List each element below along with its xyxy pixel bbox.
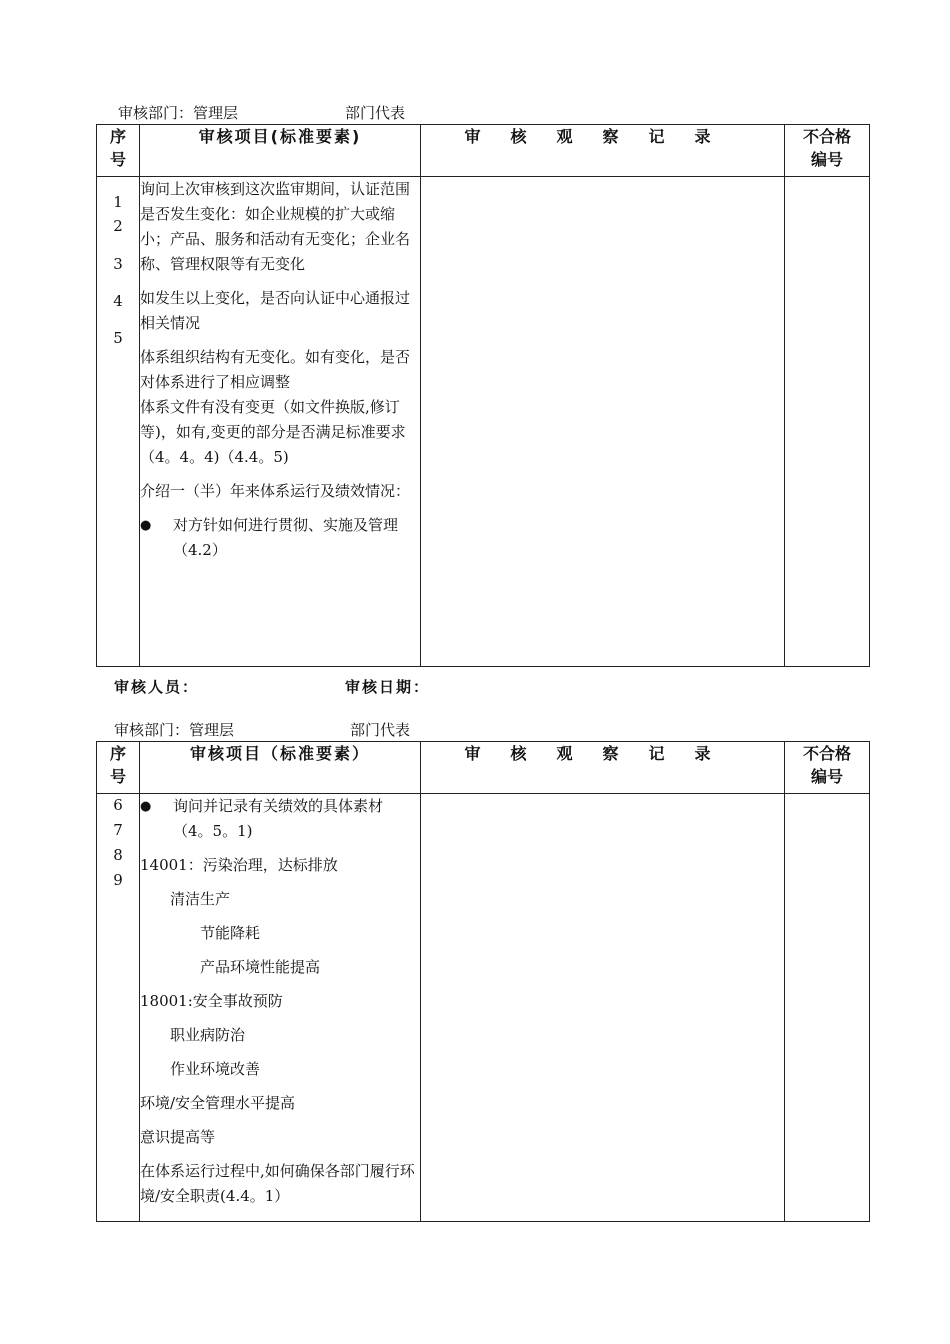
audit-item-bullet bbox=[140, 513, 420, 563]
observation-column-header: 审核观察记录 bbox=[421, 125, 785, 177]
seq-number: 2 bbox=[113, 217, 123, 235]
nonconformity-column-header: 不合格 编号 bbox=[785, 742, 870, 794]
sheet2-rep-label: 部门代表 bbox=[350, 721, 411, 739]
sheet1-dept-label: 审核部门：管理层 bbox=[118, 104, 239, 122]
sheet2-audit-table bbox=[96, 741, 870, 1222]
seq-number: 3 bbox=[113, 255, 123, 273]
sheet2-header-row bbox=[97, 742, 870, 794]
sheet2-observation-cell[interactable] bbox=[421, 794, 785, 1222]
seq-number: 6 bbox=[113, 796, 123, 814]
audit-item: 14001：污染治理，达标排放 bbox=[140, 856, 338, 874]
bullet-dot-icon: ● bbox=[140, 799, 152, 814]
nonconformity-column-header: 不合格 编号 bbox=[785, 125, 870, 177]
seq-number: 4 bbox=[113, 292, 123, 310]
audit-item: 产品环境性能提高 bbox=[200, 958, 321, 976]
sheet1-audit-table bbox=[96, 124, 870, 667]
sheet2-content-row bbox=[97, 794, 870, 1222]
sheet1-header-row bbox=[97, 125, 870, 177]
sheet2-nonconformity-cell[interactable] bbox=[785, 794, 870, 1222]
observation-column-header: 审核观察记录 bbox=[421, 742, 785, 794]
audit-item: 在体系运行过程中,如何确保各部门履行环境/安全职责(4.4。1） bbox=[140, 1162, 415, 1205]
sheet1-observation-cell[interactable] bbox=[421, 177, 785, 667]
seq-number: 8 bbox=[113, 846, 123, 864]
audit-item: 职业病防治 bbox=[170, 1026, 246, 1044]
audit-item: 环境/安全管理水平提高 bbox=[140, 1094, 296, 1112]
sheet1-content-row bbox=[97, 177, 870, 667]
seq-number: 5 bbox=[113, 329, 123, 347]
sheet2-items-cell bbox=[140, 794, 421, 1222]
seq-column-header: 序 号 bbox=[97, 742, 140, 794]
audit-item: 节能降耗 bbox=[200, 924, 261, 942]
audit-item: 意识提高等 bbox=[140, 1128, 216, 1146]
sheet1-items-cell bbox=[140, 177, 421, 667]
audit-item: 体系组织结构有无变化。如有变化，是否对体系进行了相应调整 bbox=[140, 348, 411, 391]
item-column-header: 审核项目(标准要素) bbox=[140, 125, 421, 177]
sheet1-seq-cell bbox=[97, 177, 140, 667]
audit-item: 询问上次审核到这次监审期间，认证范围是否发生变化：如企业规模的扩大或缩小；产品、服务和活动有无变化；企业名称、管理权限等有无变化 bbox=[140, 180, 411, 273]
audit-item: 介绍一（半）年来体系运行及绩效情况： bbox=[140, 482, 411, 500]
audit-item: 作业环境改善 bbox=[170, 1060, 261, 1078]
seq-number: 7 bbox=[113, 821, 123, 839]
audit-item: 如发生以上变化，是否向认证中心通报过相关情况 bbox=[140, 289, 411, 332]
bullet-dot-icon: ● bbox=[140, 518, 152, 533]
sheet1-nonconformity-cell[interactable] bbox=[785, 177, 870, 667]
audit-item-bullet bbox=[140, 794, 420, 844]
item-column-header: 审核项目（标准要素） bbox=[140, 742, 421, 794]
audit-item: 清洁生产 bbox=[170, 890, 231, 908]
auditor-label: 审核人员： bbox=[114, 678, 200, 696]
sheet2-seq-cell bbox=[97, 794, 140, 1222]
sheet2-dept-label: 审核部门：管理层 bbox=[114, 721, 235, 739]
audit-item: 18001:安全事故预防 bbox=[140, 992, 283, 1010]
seq-number: 9 bbox=[113, 871, 123, 889]
audit-item-text: 询问并记录有关绩效的具体素材（4。5。1) bbox=[173, 797, 384, 840]
seq-number: 1 bbox=[113, 193, 123, 211]
audit-item: 体系文件有没有变更（如文件换版,修订等)，如有,变更的部分是否满足标准要求 （4。4。4)（4.4。5) bbox=[140, 398, 406, 466]
audit-date-label: 审核日期： bbox=[345, 678, 431, 696]
sheet1-rep-label: 部门代表 bbox=[345, 104, 406, 122]
seq-column-header: 序 号 bbox=[97, 125, 140, 177]
audit-item-text: 对方针如何进行贯彻、实施及管理（4.2） bbox=[173, 516, 399, 559]
